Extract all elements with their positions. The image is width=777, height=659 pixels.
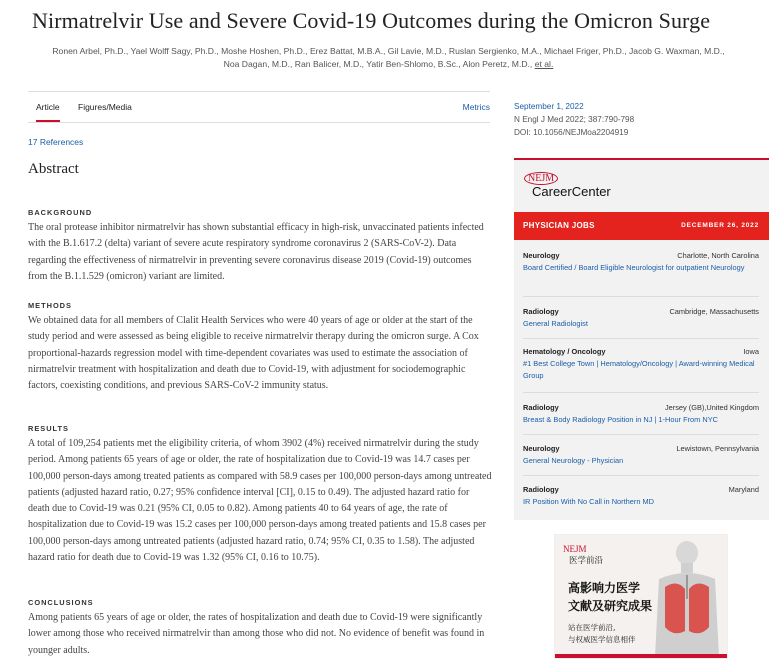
career-center-title[interactable]: CareerCenter [532, 184, 611, 199]
job-specialty: Neurology [523, 251, 560, 260]
job-specialty: Neurology [523, 444, 560, 453]
publication-date[interactable]: September 1, 2022 [514, 102, 584, 111]
divider [523, 338, 759, 339]
tab-article[interactable]: Article [36, 102, 60, 122]
job-location: Iowa [743, 347, 759, 356]
ad-tagline-1: 站在医学前沿, [568, 623, 616, 632]
tab-metrics[interactable]: Metrics [462, 102, 490, 112]
job-link[interactable]: Board Certified / Board Eligible Neurologist for outpatient Neurology [523, 263, 745, 272]
job-listing[interactable] [523, 402, 759, 426]
ad-headline-2: 文献及研究成果 [568, 599, 653, 613]
divider [523, 475, 759, 476]
article-tabs [28, 91, 490, 123]
results-text: A total of 109,254 patients met the eligibility criteria, of whom 3902 (4%) received nirmatrelvir during the study period. Among patients 65 years of age or older, the rate of hospitalization due to Covid-19 was 14.7 cases per 100,000 person-days among treated patients as compared with 58.9 cases per 100,000 person-days among untreated patients (adjusted hazard ratio, 0.27; 95% confidence interval [CI], 0.15 to 0.49). The adjusted hazard ratio for death due to Covid-19 was 0.21 (95% CI, 0.05 to 0.82). Among patients 40 to 64 years of age, the rate of hospitalization due to Covid-19 was 15.2 cases per 100,000 person-days among treated patients and 15.8 cases per 100,000 person-days among untreated patients (adjusted hazard ratio, 0.74; 95% CI, 0.35 to 1.58). The adjusted hazard ratio for death due to Covid-19 was 1.32 (95% CI, 0.16 to 10.75). [28, 438, 492, 564]
ad-headline-1: 高影响力医学 [568, 581, 641, 595]
job-listing[interactable] [523, 306, 759, 330]
et-al-link[interactable]: et al. [534, 59, 554, 69]
job-specialty: Radiology [523, 307, 559, 316]
divider [523, 434, 759, 435]
job-location: Jersey (GB),United Kingdom [664, 403, 759, 412]
job-specialty: Hematology / Oncology [523, 347, 606, 356]
results-heading: RESULTS [28, 424, 69, 433]
job-listing[interactable] [523, 443, 759, 467]
article-meta [514, 100, 634, 139]
authors-line-2 [20, 58, 757, 71]
job-link[interactable]: Breast & Body Radiology Position in NJ | 1-Hour From NYC [523, 415, 718, 424]
background-text: The oral protease inhibitor nirmatrelvir has shown substantial efficacy in high-risk, unvaccinated patients infected with the B.1.617.2 (delta) variant of severe acute respiratory syndrome coronavirus 2 (SARS-CoV-2). Data regarding the effectiveness of nirmatrelvir in preventing severe coronavirus disease 2019 (Covid-19) outcomes from the B.1.1.529 (omicron) variant are limited. [28, 222, 484, 282]
career-center-widget [514, 158, 769, 520]
ad-tagline-2: 与权威医学信息相伴 [568, 635, 636, 644]
lungs-illustration-icon [651, 539, 723, 657]
job-location: Maryland [728, 485, 759, 494]
ad-logo: NEJM [563, 544, 587, 554]
abstract-heading: Abstract [28, 161, 79, 177]
authors-line-2-text: Noa Dagan, M.D., Ran Balicer, M.D., Yatir Ben-Shlomo, B.Sc., Alon Peretz, M.D., [223, 59, 533, 69]
advertisement-banner[interactable] [554, 534, 728, 659]
author-list [20, 45, 757, 71]
job-location: Cambridge, Massachusetts [669, 307, 759, 316]
divider [523, 296, 759, 297]
physician-jobs-bar [514, 212, 769, 240]
ad-accent-bar [555, 654, 728, 658]
background-heading: BACKGROUND [28, 208, 93, 217]
ad-subtitle: 医学前沿 [569, 556, 604, 566]
conclusions-text: Among patients 65 years of age or older, the rates of hospitalization and death due to Covid-19 were significantly lower among those who received nirmatrelvir than among those who did not. No evidence of benefit was found in younger adults. [28, 612, 485, 656]
job-link[interactable]: General Neurology - Physician [523, 456, 624, 465]
tab-figures-media[interactable]: Figures/Media [78, 102, 132, 112]
job-specialty: Radiology [523, 485, 559, 494]
physician-jobs-label: PHYSICIAN JOBS [523, 221, 595, 230]
methods-heading: METHODS [28, 301, 72, 310]
citation: N Engl J Med 2022; 387:790-798 [514, 115, 635, 124]
job-listing[interactable] [523, 484, 759, 508]
methods-text: We obtained data for all members of Clalit Health Services who were 40 years of age or older at the start of the study period and were assessed as being eligible to receive nirmatrelvir therapy during the omicron surge. A Cox proportional-hazards regression model with time-dependent covariates was used to estimate the association of nirmatrelvir treatment with hospitalization and death due to Covid-19, with adjustment for sociodemographic factors, coexisting conditions, and previous SARS-CoV-2 immunity status. [28, 315, 479, 392]
authors-line-1: Ronen Arbel, Ph.D., Yael Wolff Sagy, Ph.D., Moshe Hoshen, Ph.D., Erez Battat, M.B.A., Gil Lavie, M.D., Ruslan Sergienko, M.A., Michael Friger, Ph.D., Jacob G. Waxman, M.D., [52, 46, 725, 56]
job-listing[interactable] [523, 346, 759, 382]
job-specialty: Radiology [523, 403, 559, 412]
nejm-logo: NEJM [524, 172, 558, 185]
job-link[interactable]: IR Position With No Call in Northern MD [523, 497, 655, 506]
doi: DOI: 10.1056/NEJMoa2204919 [514, 128, 629, 137]
job-link[interactable]: General Radiologist [523, 319, 588, 328]
jobs-date: DECEMBER 26, 2022 [681, 222, 759, 229]
job-link[interactable]: #1 Best College Town | Hematology/Oncology | Award-winning Medical Group [523, 359, 755, 380]
conclusions-heading: CONCLUSIONS [28, 598, 94, 607]
job-location: Lewistown, Pennsylvania [676, 444, 759, 453]
divider [523, 392, 759, 393]
job-location: Charlotte, North Carolina [677, 251, 759, 260]
article-title: Nirmatrelvir Use and Severe Covid-19 Outcomes during the Omicron Surge [32, 8, 711, 33]
references-link[interactable]: 17 References [28, 137, 84, 147]
job-listing[interactable] [523, 250, 759, 274]
